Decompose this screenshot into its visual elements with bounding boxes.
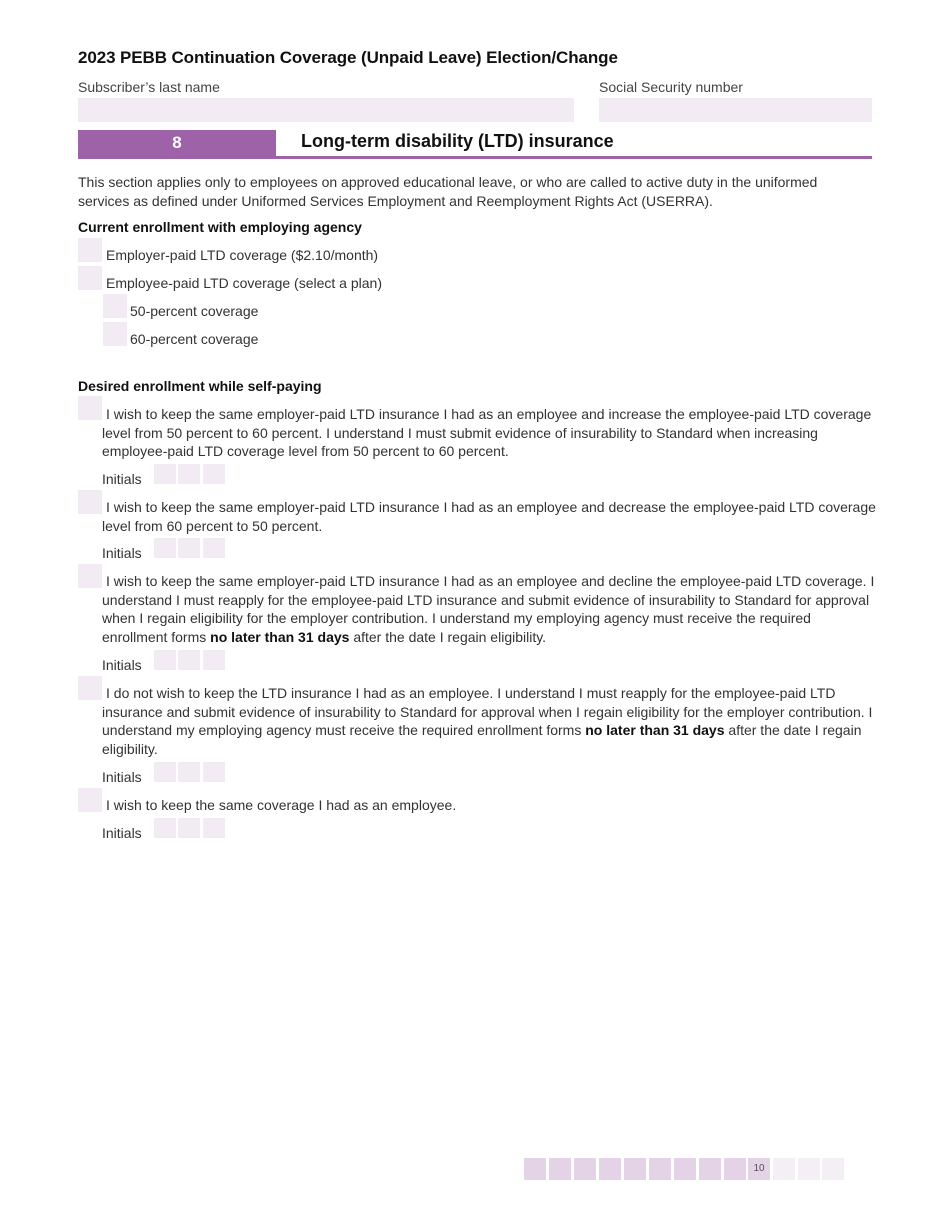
last-name-label: Subscriber’s last name	[78, 79, 220, 95]
page-progress-cell	[674, 1158, 696, 1180]
initials-box[interactable]	[154, 464, 176, 484]
employee-paid-label: Employee-paid LTD coverage (select a plan)	[106, 275, 382, 291]
plan-50-label: 50-percent coverage	[130, 303, 259, 319]
plan-60-label: 60-percent coverage	[130, 331, 259, 347]
desired-option-checkbox[interactable]	[78, 564, 102, 588]
desired-option-text: I wish to keep the same coverage I had as an employee.	[106, 797, 457, 813]
page-progress-cell	[724, 1158, 746, 1180]
deadline-emphasis: no later than 31 days	[210, 628, 350, 645]
initials-box[interactable]	[178, 762, 200, 782]
desired-option-checkbox[interactable]	[78, 676, 102, 700]
page-progress-cell	[574, 1158, 596, 1180]
page-number: 10	[748, 1158, 770, 1180]
desired-option-text: I wish to keep the same employer-paid LTD insurance I had as an employee and decline the employee-paid LTD coverage. I understand I must reapply for the employee-paid LTD insurance and submit evidence of insurability to Standard for approval when I regain eligibility for the employer contribution. I understand my employing agency must receive the required enrollment forms no later than 31 days after the date I regain eligibility.	[102, 573, 875, 645]
employee-paid-checkbox[interactable]	[78, 266, 102, 290]
initials-box[interactable]	[203, 464, 225, 484]
plan-50-checkbox[interactable]	[103, 294, 127, 318]
initials-box[interactable]	[203, 762, 225, 782]
ssn-label: Social Security number	[599, 79, 743, 95]
desired-enrollment-heading: Desired enrollment while self-paying	[78, 378, 322, 394]
initials-box[interactable]	[154, 762, 176, 782]
page-progress-cell	[773, 1158, 795, 1180]
section-title: Long-term disability (LTD) insurance	[301, 131, 614, 151]
initials-label: Initials	[102, 545, 142, 561]
ssn-field[interactable]	[599, 98, 872, 122]
initials-box[interactable]	[178, 818, 200, 838]
page-progress-cell	[822, 1158, 844, 1180]
desired-option-checkbox[interactable]	[78, 490, 102, 514]
initials-box[interactable]	[203, 538, 225, 558]
initials-box[interactable]	[154, 818, 176, 838]
page-progress-cell	[649, 1158, 671, 1180]
initials-box[interactable]	[154, 650, 176, 670]
employer-paid-label: Employer-paid LTD coverage ($2.10/month)	[106, 247, 379, 263]
desired-option-checkbox[interactable]	[78, 396, 102, 420]
initials-box[interactable]	[203, 650, 225, 670]
initials-label: Initials	[102, 657, 142, 673]
current-enrollment-heading: Current enrollment with employing agency	[78, 219, 362, 235]
section-number: 8	[78, 130, 276, 156]
desired-option-text: I do not wish to keep the LTD insurance I had as an employee. I understand I must reapply for the employee-paid LTD insurance and submit evidence of insurability to Standard for approval when I regain eligibility for the employer contribution. I understand my employing agency must receive the required enrollment forms no later than 31 days after the date I regain eligibility.	[102, 685, 873, 757]
desired-option-text: I wish to keep the same employer-paid LTD insurance I had as an employee and increase the employee-paid LTD coverage level from 50 percent to 60 percent. I understand I must submit evidence of insurability to Standard when increasing employee-paid LTD coverage level from 50 percent to 60 percent.	[102, 406, 872, 459]
desired-option-text: I wish to keep the same employer-paid LTD insurance I had as an employee and decrease the employee-paid LTD coverage level from 60 percent to 50 percent.	[102, 499, 876, 534]
initials-box[interactable]	[178, 650, 200, 670]
desired-option-checkbox[interactable]	[78, 788, 102, 812]
initials-box[interactable]	[178, 464, 200, 484]
page-progress-cell	[624, 1158, 646, 1180]
initials-box[interactable]	[203, 818, 225, 838]
plan-60-checkbox[interactable]	[103, 322, 127, 346]
page-progress-cell	[798, 1158, 820, 1180]
initials-label: Initials	[102, 471, 142, 487]
last-name-field[interactable]	[78, 98, 574, 122]
initials-label: Initials	[102, 769, 142, 785]
deadline-emphasis: no later than 31 days	[585, 722, 725, 738]
form-title: 2023 PEBB Continuation Coverage (Unpaid Leave) Election/Change	[78, 48, 618, 67]
section-intro: This section applies only to employees on approved educational leave, or who are called to active duty in the uniformed services as defined under Uniformed Services Employment and Reemployment Rights Act (USERRA).	[78, 174, 818, 209]
page-progress-cell	[524, 1158, 546, 1180]
page-progress-cell	[599, 1158, 621, 1180]
page-progress-cell	[549, 1158, 571, 1180]
initials-box[interactable]	[154, 538, 176, 558]
initials-label: Initials	[102, 825, 142, 841]
initials-box[interactable]	[178, 538, 200, 558]
section-divider	[78, 156, 872, 159]
page-progress-cell	[699, 1158, 721, 1180]
employer-paid-checkbox[interactable]	[78, 238, 102, 262]
